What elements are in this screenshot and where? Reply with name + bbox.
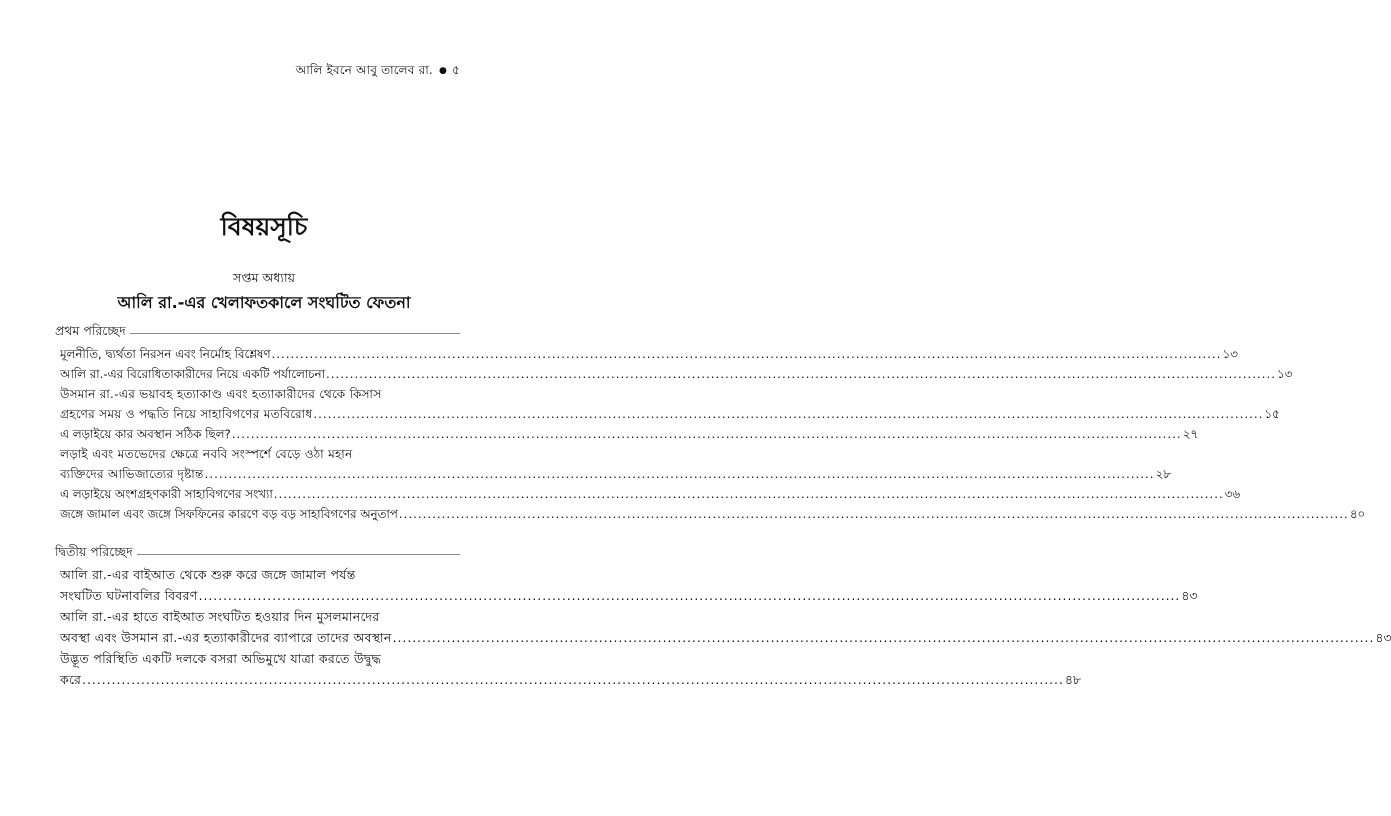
dot-leader: ........................................................................................................................................................................................................ bbox=[271, 347, 1222, 361]
chapter-title: আলি রা.-এর খেলাফতকালে সংঘটিত ফেতনা bbox=[117, 293, 411, 312]
toc-entry-page: ১৩ bbox=[1222, 347, 1238, 361]
dot-leader: ........................................................................................................................................................................................................ bbox=[204, 467, 1155, 481]
toc-entry bbox=[60, 504, 1366, 524]
page-number: ৫ bbox=[452, 63, 460, 77]
toc-entry-text: ব্যক্তিদের আভিজাত্যের দৃষ্টান্ত bbox=[60, 467, 204, 481]
toc-entry bbox=[60, 424, 1199, 444]
toc-entries bbox=[60, 344, 1366, 524]
toc-entry bbox=[60, 649, 1081, 691]
toc-entry-text: মূলনীতি, দ্ব্যর্থতা নিরসন এবং নির্মোহ বিশ্লেষণ bbox=[60, 347, 271, 361]
toc-entry-page: ৪৮ bbox=[1064, 673, 1081, 687]
toc-entry-page: ৪৩ bbox=[1181, 589, 1198, 603]
toc-entry bbox=[60, 565, 1198, 607]
toc-entry-text: করে bbox=[60, 673, 82, 687]
toc-entry-text: অবস্থা এবং উসমান রা.-এর হত্যাকারীদের ব্যাপারে তাদের অবস্থান bbox=[60, 631, 392, 645]
section-divider bbox=[130, 333, 460, 334]
running-header bbox=[296, 62, 460, 82]
dot-leader: ........................................................................................................................................................................................................ bbox=[82, 673, 1064, 687]
dot-leader: ........................................................................................................................................................................................................ bbox=[326, 367, 1276, 381]
dot-leader: ........................................................................................................................................................................................................ bbox=[398, 507, 1349, 521]
section-heading bbox=[55, 543, 460, 565]
toc-entry-page: ১৫ bbox=[1264, 407, 1280, 421]
toc-entry-page: ১৩ bbox=[1277, 367, 1293, 381]
toc-entry bbox=[60, 364, 1293, 384]
toc-entry-text: আলি রা.-এর বিরোধিতাকারীদের নিয়ে একটি পর্যালোচনা bbox=[60, 367, 326, 381]
toc-entry-text: লড়াই এবং মতভেদের ক্ষেত্রে নববি সংস্পর্শে বেড়ে ওঠা মহান bbox=[60, 447, 353, 461]
toc-entries bbox=[60, 565, 1391, 691]
toc-entry-page: ২৮ bbox=[1155, 467, 1171, 481]
toc-entry-page: ৩৬ bbox=[1224, 487, 1241, 501]
toc-entry-text: এ লড়াইয়ে কার অবস্থান সঠিক ছিল? bbox=[60, 427, 231, 441]
section-first bbox=[55, 322, 1366, 524]
toc-entry-text: এ লড়াইয়ে অংশগ্রহণকারী সাহাবিগণের সংখ্যা bbox=[60, 487, 273, 501]
dot-leader: ........................................................................................................................................................................................................ bbox=[198, 589, 1181, 603]
toc-entry bbox=[60, 344, 1238, 364]
toc-entry-page: ৪৩ bbox=[1375, 631, 1391, 645]
section-divider bbox=[137, 554, 460, 555]
section-second bbox=[55, 543, 1391, 691]
section-heading-label: দ্বিতীয় পরিচ্ছেদ bbox=[55, 544, 133, 559]
dot-leader: ........................................................................................................................................................................................................ bbox=[313, 407, 1264, 421]
toc-entry bbox=[60, 484, 1241, 504]
section-heading-label: প্রথম পরিচ্ছেদ bbox=[55, 323, 126, 338]
dot-leader: ........................................................................................................................................................................................................ bbox=[273, 487, 1224, 501]
running-header-text: আলি ইবনে আবু তালেব রা. bbox=[295, 63, 433, 77]
section-heading bbox=[55, 322, 460, 344]
toc-entry-text: উদ্ভূত পরিস্থিতি একটি দলকে বসরা অভিমুখে যাত্রা করতে উদ্বুদ্ধ bbox=[60, 652, 382, 666]
chapter-label: সপ্তম অধ্যায় bbox=[233, 270, 295, 285]
toc-entry-text: জঙ্গে জামাল এবং জঙ্গে সিফফিনের কারণে বড় বড় সাহাবিগণের অনুতাপ bbox=[60, 507, 398, 521]
toc-entry bbox=[60, 444, 1171, 484]
toc-entry-page: ২৭ bbox=[1182, 427, 1199, 441]
dot-leader: ........................................................................................................................................................................................................ bbox=[231, 427, 1182, 441]
dot-leader: ........................................................................................................................................................................................................ bbox=[392, 631, 1375, 645]
toc-entry bbox=[60, 607, 1391, 649]
toc-entry-text: আলি রা.-এর বাইআত থেকে শুরু করে জঙ্গে জামাল পর্যন্ত bbox=[60, 568, 356, 582]
toc-entry-page: ৪০ bbox=[1349, 507, 1366, 521]
toc-entry bbox=[60, 384, 1280, 424]
toc-title: বিষয়সূচি bbox=[220, 212, 308, 241]
toc-entry-text: উসমান রা.-এর ভয়াবহ হত্যাকাণ্ড এবং হত্যাকারীদের থেকে কিসাস bbox=[60, 387, 382, 401]
toc-entry-text: গ্রহণের সময় ও পদ্ধতি নিয়ে সাহাবিগণের মতবিরোধ bbox=[60, 407, 313, 421]
bullet-icon: ● bbox=[438, 66, 447, 76]
toc-entry-text: আলি রা.-এর হাতে বাইআত সংঘটিত হওয়ার দিন মুসলমানদের bbox=[60, 610, 380, 624]
toc-entry-text: সংঘটিত ঘটনাবলির বিবরণ bbox=[60, 589, 198, 603]
